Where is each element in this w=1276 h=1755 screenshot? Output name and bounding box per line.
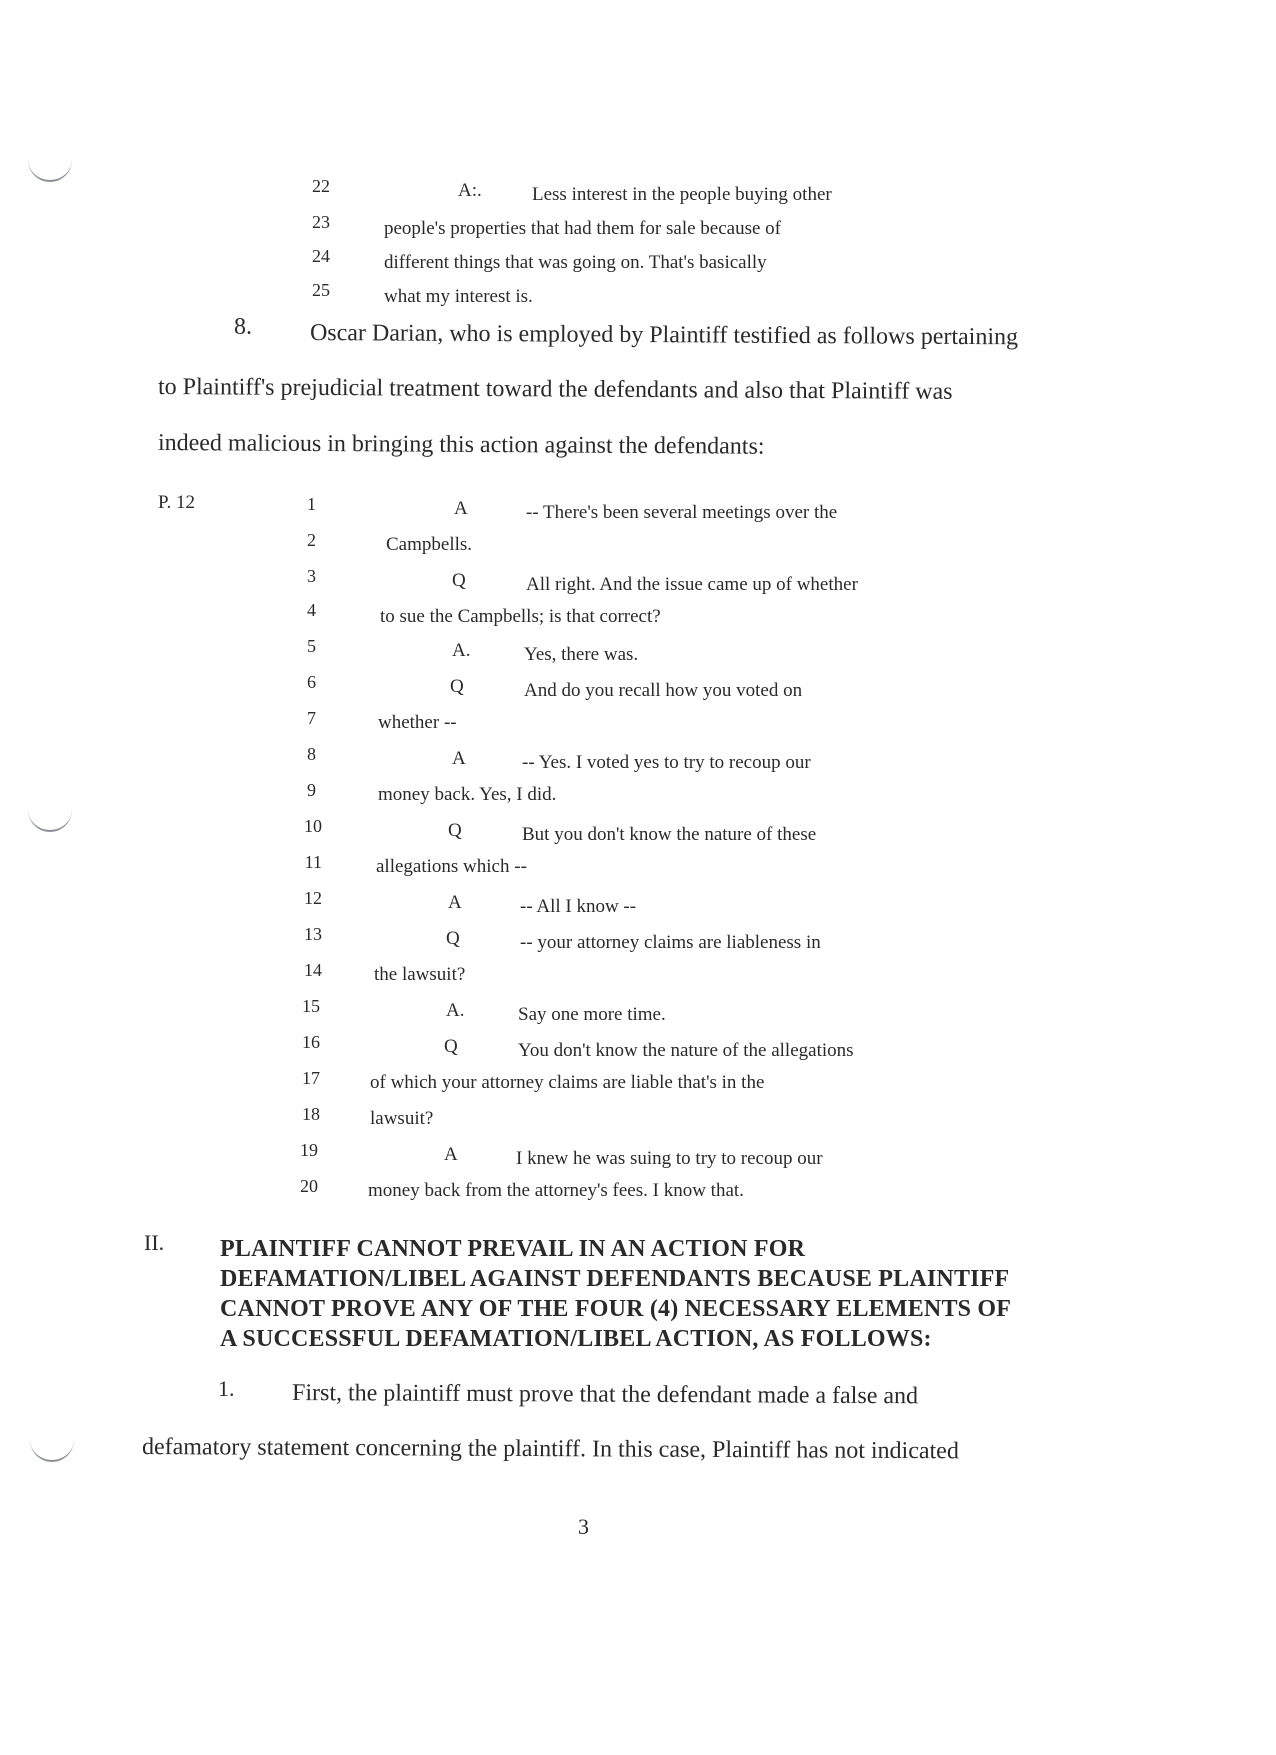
speaker-label: A. (446, 1000, 465, 1021)
line-number: 9 (307, 780, 316, 800)
transcript-line: I knew he was suing to try to recoup our (516, 1148, 823, 1169)
heading-line: PLAINTIFF CANNOT PREVAIL IN AN ACTION FOR (220, 1236, 806, 1262)
transcript-line: allegations which -- (376, 856, 527, 877)
transcript-line: different things that was going on. That's basically (384, 252, 767, 273)
transcript-line: money back from the attorney's fees. I know that. (368, 1180, 744, 1201)
page-number: 3 (578, 1514, 589, 1539)
line-number: 12 (304, 888, 322, 908)
line-number: 7 (307, 708, 316, 728)
speaker-label: Q (446, 928, 460, 949)
transcript-line: to sue the Campbells; is that correct? (380, 606, 661, 627)
line-number: 16 (302, 1032, 320, 1052)
paragraph-line: defamatory statement concerning the plaintiff. In this case, Plaintiff has not indicated (141, 1434, 959, 1465)
paragraph-line: First, the plaintiff must prove that the defendant made a false and (291, 1380, 919, 1410)
line-number: 11 (304, 852, 322, 872)
transcript-line: All right. And the issue came up of whether (526, 574, 858, 595)
line-number: 22 (312, 176, 330, 196)
transcript-line: -- Yes. I voted yes to try to recoup our (522, 752, 811, 773)
speaker-label: Q (450, 676, 464, 697)
speaker-label: A:. (458, 180, 482, 201)
line-number: 3 (307, 566, 316, 586)
line-number: 6 (307, 672, 316, 692)
speaker-label: A (448, 892, 462, 913)
line-number: 14 (304, 960, 322, 980)
line-number: 10 (304, 816, 322, 836)
transcript-line: Say one more time. (518, 1004, 666, 1025)
speaker-label: A (454, 498, 468, 519)
transcript-line: Less interest in the people buying other (532, 184, 832, 205)
paragraph-line: to Plaintiff's prejudicial treatment toward the defendants and also that Plaintiff was (157, 374, 953, 405)
line-number: 15 (302, 996, 320, 1016)
paragraph-number: 1. (218, 1376, 235, 1401)
speaker-label: Q (452, 570, 466, 591)
line-number: 13 (304, 924, 322, 944)
heading-line: DEFAMATION/LIBEL AGAINST DEFENDANTS BECAUSE PLAINTIFF (220, 1266, 1010, 1292)
transcript-line: of which your attorney claims are liable that's in the (370, 1072, 765, 1093)
line-number: 18 (302, 1104, 320, 1124)
speaker-label: A (452, 748, 466, 769)
heading-line: A SUCCESSFUL DEFAMATION/LIBEL ACTION, AS FOLLOWS: (220, 1326, 932, 1352)
transcript-line: Yes, there was. (524, 644, 639, 665)
paragraph-line: indeed malicious in bringing this action against the defendants: (157, 430, 765, 460)
speaker-label: A. (452, 640, 471, 661)
paragraph-line: Oscar Darian, who is employed by Plaintiff testified as follows pertaining (309, 320, 1019, 351)
transcript-line: -- your attorney claims are liableness in (520, 932, 821, 953)
line-number: 24 (312, 246, 330, 266)
transcript-line: -- There's been several meetings over the (526, 502, 838, 523)
line-number: 17 (302, 1068, 320, 1088)
transcript-line: But you don't know the nature of these (522, 824, 817, 845)
transcript-line: You don't know the nature of the allegations (518, 1040, 854, 1061)
speaker-label: Q (448, 820, 462, 841)
line-number: 20 (300, 1176, 318, 1196)
transcript-line: the lawsuit? (374, 964, 466, 985)
paragraph-number: 8. (234, 314, 252, 340)
transcript-line: what my interest is. (384, 286, 533, 307)
line-number: 4 (307, 600, 316, 620)
transcript-line: people's properties that had them for sale because of (384, 218, 781, 239)
section-number: II. (144, 1230, 165, 1255)
line-number: 1 (307, 494, 316, 514)
speaker-label: A (444, 1144, 458, 1165)
line-number: 23 (312, 212, 330, 232)
line-number: 19 (300, 1140, 318, 1160)
binder-hole-top (28, 150, 72, 182)
speaker-label: Q (444, 1036, 458, 1057)
page-reference: P. 12 (158, 492, 195, 513)
line-number: 25 (312, 280, 330, 300)
line-number: 5 (307, 636, 316, 656)
transcript-line: Campbells. (386, 534, 473, 555)
binder-hole-bottom (30, 1430, 74, 1462)
transcript-line: lawsuit? (370, 1108, 434, 1129)
heading-line: CANNOT PROVE ANY OF THE FOUR (4) NECESSARY ELEMENTS OF (220, 1296, 1012, 1322)
transcript-line: whether -- (378, 712, 457, 733)
transcript-line: And do you recall how you voted on (524, 680, 803, 701)
transcript-line: money back. Yes, I did. (378, 784, 557, 805)
line-number: 2 (307, 530, 316, 550)
transcript-line: -- All I know -- (520, 896, 637, 917)
binder-hole-middle (28, 800, 72, 832)
line-number: 8 (307, 744, 316, 764)
